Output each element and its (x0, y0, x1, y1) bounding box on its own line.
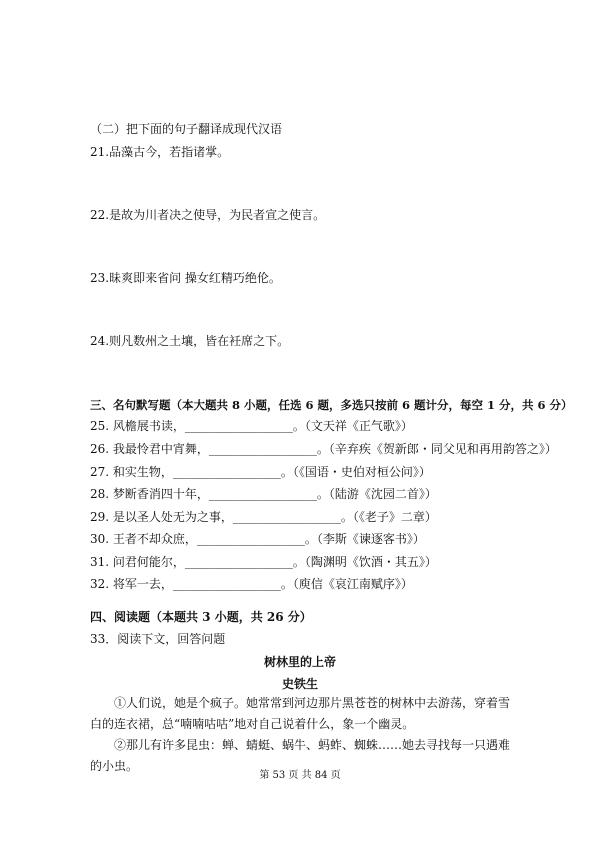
recitation-item-31: 31. 问君何能尔，__________________。（陶渊明《饮酒・其五》） (90, 555, 437, 569)
recitation-item-28: 28. 梦断香消四十年，__________________。（陆游《沈园二首》） (90, 487, 437, 501)
section-four-heading: 四、阅读题（本题共 3 小题，共 26 分） (90, 610, 312, 624)
recitation-item-29: 29. 是以圣人处无为之事，__________________。（《老子》二章） (90, 510, 437, 524)
translation-item-24: 24.则凡数州之土壤，皆在衽席之下。 (90, 334, 290, 348)
article-paragraph-1: ①人们说，她是个疯子。她常常到河边那片黑苍苍的树林中去游荡，穿着雪白的连衣裙，总“喃喃咕咕”地对自己说着什么，象一个幽灵。 (90, 696, 511, 731)
article-title: 树林里的上帝 (263, 655, 336, 669)
article-author: 史铁生 (281, 677, 318, 691)
translation-item-23: 23.昧爽即来省问 操女红精巧绝伦。 (90, 271, 281, 285)
recitation-item-30: 30. 王者不却众庶，__________________。（李斯《谏逐客书》） (90, 532, 425, 546)
translation-item-21: 21.品藻古今，若指诸掌。 (90, 145, 230, 159)
recitation-item-32: 32. 将军一去，__________________。（庾信《哀江南赋序》） (90, 577, 413, 591)
recitation-item-26: 26. 我最怜君中宵舞，__________________。（辛弃疾《贺新郎・同父见和再用韵答之》） (90, 442, 557, 456)
recitation-item-25: 25. 风檐展书读，__________________。（文天祥《正气歌》） (90, 419, 413, 433)
page-number-footer: 第 53 页 共 84 页 (259, 770, 341, 781)
article-paragraph-2: ②那儿有许多昆虫：蝉、蜻蜓、蜗牛、蚂蚱、蜘蛛……她去寻找每一只遇难的小虫。 (90, 738, 511, 773)
recitation-item-27: 27. 和实生物，__________________。（《国语・史伯对桓公问》） (90, 465, 431, 479)
reading-question-33: 33．阅读下文，回答问题 (90, 632, 226, 646)
section-three-heading: 三、名句默写题（本大题共 8 小题，任选 6 题，多选只按前 6 题计分，每空 1 分，共 6 分） (90, 398, 573, 412)
translation-item-22: 22.是故为川者决之使导，为民者宣之使言。 (90, 208, 326, 222)
section-two-heading: （二）把下面的句子翻译成现代汉语 (90, 122, 283, 136)
